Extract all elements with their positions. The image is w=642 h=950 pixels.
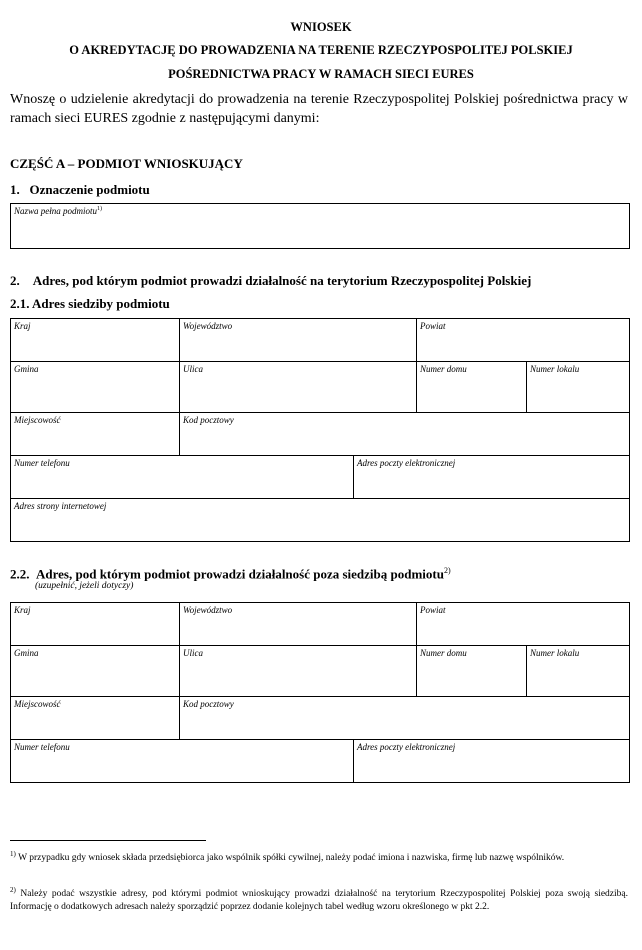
house-number-field[interactable]: Numer domu [416, 645, 527, 697]
section-1-title: Oznaczenie podmiotu [29, 182, 150, 197]
municipality-field[interactable]: Gmina [10, 361, 180, 413]
voivodeship-field[interactable]: Województwo [179, 318, 417, 362]
street-field[interactable]: Ulica [179, 361, 417, 413]
full-name-field[interactable] [10, 203, 630, 249]
section-2-title: Adres, pod którym podmiot prowadzi działalność na terytorium Rzeczypospolitej Polskiej [32, 273, 532, 288]
footnote-2: $^{2)}$ Należy podać wszystkie adresy, pod którymi podmiot wnioskujący prowadzi działalność na terytorium Rzeczypospolitej Polskiej poza swoją siedzibą. Informację o dodatkowych adresach należy sporządzić poprzez dodanie kolejnych tabel według wzoru określonego w pkt 2.2. [10, 886, 629, 913]
section-1-heading [10, 182, 150, 198]
voivodeship-field[interactable]: Województwo [179, 602, 417, 646]
section-2-1-title: 2.1. Adres siedziby podmiotu [10, 296, 170, 311]
section-2-2-title: Adres, pod którym podmiot prowadzi działalność poza siedzibą podmiotu [36, 566, 444, 582]
full-name-label: Nazwa pełna podmiotu$^{1)}$ [14, 206, 103, 216]
locality-field[interactable]: Miejscowość [10, 696, 180, 740]
doc-title-line3: POŚREDNICTWA PRACY W RAMACH SIECI EURES [168, 67, 474, 81]
section-2-number: 2. [10, 273, 20, 288]
footnote-1: $^{1)}$ W przypadku gdy wniosek składa przedsiębiorca jako wspólnik spółki cywilnej, należy podać imiona i nazwiska, firmę lub nazwę wspólników. [10, 850, 565, 864]
email-field[interactable]: Adres poczty elektronicznej [353, 739, 630, 783]
unit-number-field[interactable]: Numer lokalu [526, 645, 630, 697]
doc-title-line2: O AKREDYTACJĘ DO PROWADZENIA NA TERENIE RZECZYPOSPOLITEJ POLSKIEJ [69, 43, 573, 57]
section-2-2-note: (uzupełnić, jeżeli dotyczy) [35, 581, 134, 591]
doc-title: WNIOSEK [290, 20, 352, 34]
postal-code-field[interactable]: Kod pocztowy [179, 696, 630, 740]
locality-field[interactable]: Miejscowość [10, 412, 180, 456]
section-2-heading [10, 273, 531, 289]
footnote-divider [10, 840, 206, 841]
county-field[interactable]: Powiat [416, 318, 630, 362]
phone-field[interactable]: Numer telefonu [10, 739, 354, 783]
unit-number-field[interactable]: Numer lokalu [526, 361, 630, 413]
section-2-2-number: 2.2. [10, 566, 30, 582]
part-a-title: CZĘŚĆ A – PODMIOT WNIOSKUJĄCY [10, 156, 243, 171]
email-field[interactable]: Adres poczty elektronicznej [353, 455, 630, 499]
street-field[interactable]: Ulica [179, 645, 417, 697]
county-field[interactable]: Powiat [416, 602, 630, 646]
section-1-number: 1. [10, 182, 20, 197]
municipality-field[interactable]: Gmina [10, 645, 180, 697]
section-2-2-heading: 2.2. Adres, pod którym podmiot prowadzi działalność poza siedzibą podmiotu$^{2)}$ [10, 566, 451, 582]
phone-field[interactable]: Numer telefonu [10, 455, 354, 499]
postal-code-field[interactable]: Kod pocztowy [179, 412, 630, 456]
country-field[interactable]: Kraj [10, 318, 180, 362]
country-field[interactable]: Kraj [10, 602, 180, 646]
house-number-field[interactable]: Numer domu [416, 361, 527, 413]
intro-text: Wnoszę o udzielenie akredytacji do prowadzenia na terenie Rzeczypospolitej Polskiej pośrednictwa pracy w ramach sieci EURES zgodnie z następującymi danymi: [10, 92, 628, 126]
website-field[interactable]: Adres strony internetowej [10, 498, 630, 542]
